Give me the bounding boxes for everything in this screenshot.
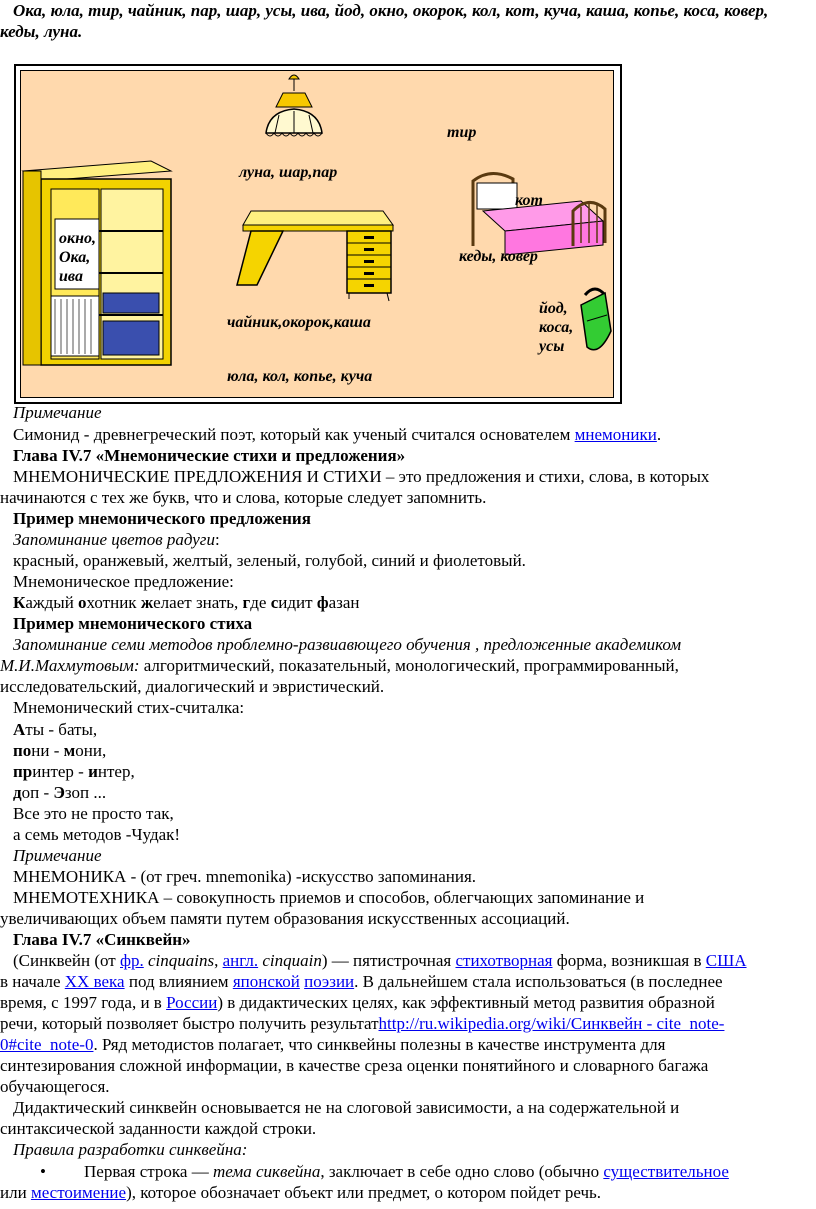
verse-line-3 bbox=[13, 761, 135, 782]
chapter-heading-1: Глава IV.7 «Мнемонические стихи и предложения» bbox=[13, 446, 406, 465]
mnemotech-line-2: увеличивающих объем памяти путем образования искусственных ассоциаций. bbox=[0, 909, 570, 928]
verse-text: зоп ... bbox=[64, 783, 107, 802]
label-tir: тир bbox=[447, 124, 477, 141]
phrase-rest: аждый bbox=[25, 593, 79, 612]
text-run: тема сиквейна bbox=[212, 1162, 321, 1181]
desk-icon bbox=[237, 211, 393, 301]
phrase-letter: с bbox=[270, 593, 279, 612]
example-verse-heading: Пример мнемонического стиха bbox=[13, 614, 253, 633]
wikipedia-link-cont[interactable]: 0#cite_note-0 bbox=[0, 1035, 94, 1054]
mnemo-def-line-2: начинаются с тех же букв, что и слова, которые следует запомнить. bbox=[0, 488, 487, 507]
phrase-rest: хотник bbox=[86, 593, 141, 612]
mnemo-phrase bbox=[13, 592, 359, 613]
text-run: ) — пятистрочная bbox=[321, 951, 456, 970]
mnemo-sentence-label: Мнемоническое предложение: bbox=[13, 572, 234, 591]
author-name: М.И.Махмутовым: bbox=[0, 656, 140, 675]
label-chainik: чайник,окорок,каша bbox=[227, 314, 371, 331]
verse-line-2 bbox=[13, 740, 106, 761]
label-yula: юла, кол, копье, куча bbox=[227, 368, 373, 385]
sinkvein-line-1 bbox=[13, 950, 747, 971]
verse-bold: по bbox=[13, 741, 32, 760]
note-heading-1: Примечание bbox=[13, 403, 102, 422]
colors-list: красный, оранжевый, желтый, зеленый, голубой, синий и фиолетовый. bbox=[13, 551, 526, 570]
bed-icon bbox=[473, 173, 605, 255]
poetry-link[interactable]: поэзии bbox=[304, 972, 355, 991]
verse-line-4 bbox=[13, 782, 106, 803]
word-list-line-1: Ока, юла, тир, чайник, пар, шар, усы, ива, йод, окно, окорок, кол, кот, куча, каша, копье, коса, ковер, bbox=[13, 1, 769, 20]
label-okno-line-1: окно, bbox=[59, 230, 96, 247]
rainbow-intro bbox=[13, 529, 220, 550]
phrase-letter: о bbox=[78, 593, 87, 612]
mnemotech-line-1: МНЕМОТЕХНИКА – совокупность приемов и способов, облегчающих запоминание и bbox=[13, 888, 645, 907]
label-okno-line-3: ива bbox=[59, 268, 83, 285]
didact-line-2: синтаксической заданности каждой строки. bbox=[0, 1119, 317, 1138]
mnemonika-link[interactable]: мнемоники bbox=[574, 425, 657, 444]
stihotvornaya-link[interactable]: стихотворная bbox=[455, 951, 553, 970]
label-iod bbox=[539, 299, 573, 356]
verse-line-6: а семь методов -Чудак! bbox=[13, 825, 181, 844]
rainbow-intro-text: Запоминание цветов радуги bbox=[13, 530, 215, 549]
note-heading-2: Примечание bbox=[13, 846, 102, 865]
label-kot: кот bbox=[515, 192, 543, 209]
didact-line-1: Дидактический синквейн основывается не на слоговой зависимости, а на содержательной и bbox=[13, 1098, 680, 1117]
verse-text: нтер, bbox=[97, 762, 135, 781]
text-run: речи, который позволяет быстро получить результат bbox=[0, 1014, 379, 1033]
text-run: ), которое обозначает объект или предмет, о котором пойдет речь. bbox=[126, 1183, 602, 1202]
verse-line-1 bbox=[13, 719, 97, 740]
sinkvein-line-7: обучающегося. bbox=[0, 1077, 110, 1096]
label-luna: луна, шар,пар bbox=[239, 164, 338, 181]
text-run: в начале bbox=[0, 972, 65, 991]
text-run: cinquains bbox=[148, 951, 215, 970]
label-iod-line-1: йод, bbox=[539, 300, 568, 317]
word-list-line-2: кеды, луна. bbox=[0, 22, 83, 41]
engl-link[interactable]: англ. bbox=[222, 951, 259, 970]
text-run: . В дальнейшем стала использоваться (в последнее bbox=[354, 972, 723, 991]
text-run: или bbox=[0, 1183, 31, 1202]
phrase-rest: азан bbox=[328, 593, 360, 612]
verse-bold: пр bbox=[13, 762, 33, 781]
phrase-letter: г bbox=[242, 593, 251, 612]
room-drawing bbox=[21, 71, 613, 397]
bullet-icon: • bbox=[40, 1162, 46, 1181]
label-okno bbox=[59, 229, 96, 286]
lamp-icon bbox=[266, 75, 322, 136]
japanese-link[interactable]: японской bbox=[232, 972, 300, 991]
verse-label: Мнемонический стих-считалка: bbox=[13, 698, 245, 717]
text-run: , bbox=[214, 951, 223, 970]
text-run: время, с 1997 года, и в bbox=[0, 993, 167, 1012]
xx-century-link[interactable]: XX века bbox=[64, 972, 125, 991]
label-kedy: кеды, ковер bbox=[459, 248, 538, 265]
methods-list-1: алгоритмический, показательный, монологический, программированный, bbox=[139, 656, 679, 675]
phrase-letter: К bbox=[13, 593, 26, 612]
text-run: ) в дидактических целях, как эффективный метод развития образной bbox=[217, 993, 715, 1012]
chapter-heading-2: Глава IV.7 «Синквейн» bbox=[13, 930, 191, 949]
russia-link[interactable]: России bbox=[166, 993, 218, 1012]
text-run: . Ряд методистов полагает, что синквейны полезны в качестве инструмента для bbox=[93, 1035, 666, 1054]
phrase-rest: де bbox=[250, 593, 271, 612]
verse-text: ты - баты, bbox=[25, 720, 98, 739]
methods-intro-line-2 bbox=[0, 655, 679, 676]
verse-bold: А bbox=[13, 720, 26, 739]
fr-link[interactable]: фр. bbox=[120, 951, 144, 970]
label-iod-line-3: усы bbox=[539, 338, 565, 355]
usa-link[interactable]: США bbox=[705, 951, 747, 970]
text-run: cinquain bbox=[262, 951, 322, 970]
phrase-letter: ф bbox=[316, 593, 329, 612]
bag-icon bbox=[581, 289, 611, 350]
simonid-period: . bbox=[656, 425, 662, 444]
sinkvein-line-5 bbox=[0, 1034, 665, 1055]
mnemo-def-line-1: МНЕМОНИЧЕСКИЕ ПРЕДЛОЖЕНИЯ И СТИХИ – это предложения и стихи, слова, в которых bbox=[13, 467, 710, 486]
methods-line-3: исследовательский, диалогический и эвристический. bbox=[0, 677, 385, 696]
room-illustration bbox=[14, 64, 622, 404]
rainbow-colon: : bbox=[214, 530, 220, 549]
label-okno-line-2: Ока, bbox=[59, 249, 91, 266]
example-sentence-heading: Пример мнемонического предложения bbox=[13, 509, 311, 528]
verse-text: интер - bbox=[32, 762, 89, 781]
rules-heading: Правила разработки синквейна: bbox=[13, 1140, 248, 1159]
sinkvein-line-4 bbox=[0, 1013, 724, 1034]
text-run: под влиянием bbox=[124, 972, 233, 991]
room-background bbox=[20, 70, 614, 398]
verse-bold: и bbox=[88, 762, 98, 781]
simonid-text: Симонид - древнегреческий поэт, который как ученый считался основателем bbox=[13, 425, 575, 444]
verse-text: ни - bbox=[31, 741, 64, 760]
sinkvein-line-6: синтезирования сложной информации, в качестве среза оценки понятийного и словарного багажа bbox=[0, 1056, 709, 1075]
verse-text: оп - bbox=[21, 783, 54, 802]
mnemonika-def: МНЕМОНИКА - (от греч. mnemonika) -искусство запоминания. bbox=[13, 867, 477, 886]
verse-text: они, bbox=[75, 741, 107, 760]
wikipedia-link[interactable]: http://ru.wikipedia.org/wiki/Синквейн - cite_note- bbox=[378, 1014, 725, 1033]
phrase-rest: елает знать, bbox=[153, 593, 243, 612]
first-row-line-1 bbox=[84, 1161, 729, 1182]
noun-link[interactable]: существительное bbox=[603, 1162, 729, 1181]
bookshelf-icon bbox=[23, 161, 171, 365]
verse-bold: м bbox=[63, 741, 76, 760]
sinkvein-line-2 bbox=[0, 971, 723, 992]
text-run: форма, возникшая в bbox=[552, 951, 706, 970]
phrase-rest: идит bbox=[278, 593, 317, 612]
sinkvein-line-3 bbox=[0, 992, 715, 1013]
verse-bold: Э bbox=[53, 783, 65, 802]
label-iod-line-2: коса, bbox=[539, 319, 574, 336]
simonid-line bbox=[13, 424, 661, 445]
methods-intro-line-1: Запоминание семи методов проблемно-развиавющего обучения , предложенные академиком bbox=[13, 635, 682, 654]
text-run: , заключает в себе одно слово (обычно bbox=[320, 1162, 604, 1181]
text-run: Первая строка — bbox=[84, 1162, 213, 1181]
text-run: (Синквейн (от bbox=[13, 951, 120, 970]
pronoun-link[interactable]: местоимение bbox=[30, 1183, 127, 1202]
first-row-line-2 bbox=[0, 1182, 601, 1203]
phrase-letter: ж bbox=[140, 593, 154, 612]
verse-line-5: Все это не просто так, bbox=[13, 804, 174, 823]
verse-bold: д bbox=[13, 783, 22, 802]
